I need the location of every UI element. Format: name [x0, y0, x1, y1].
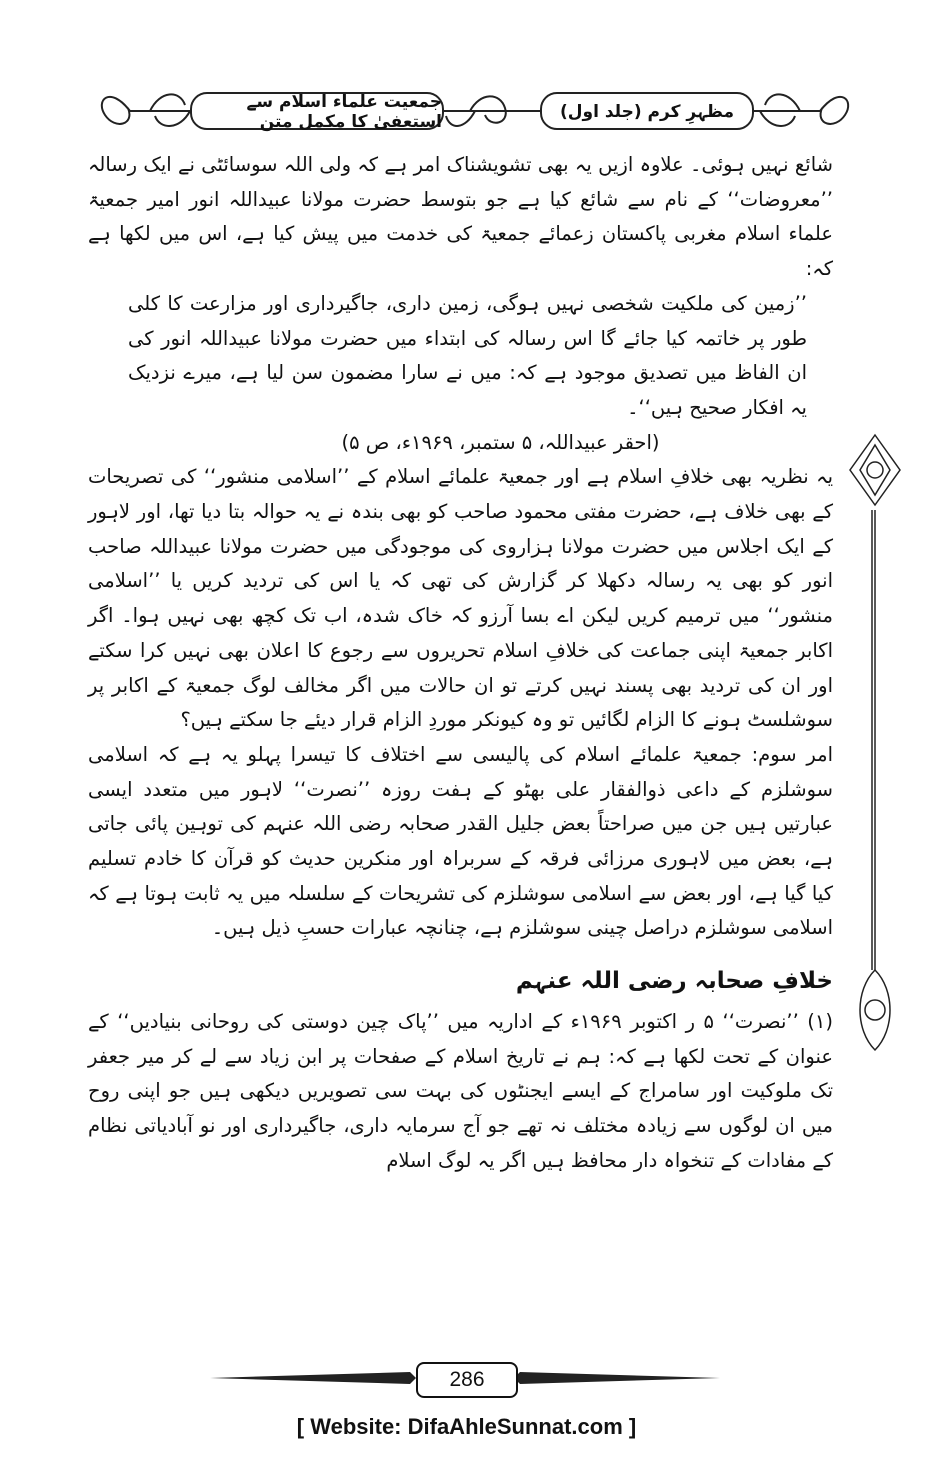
- running-header: [90, 80, 860, 142]
- block-quote: ’’زمین کی ملکیت شخصی نہیں ہوگی، زمین داری، جاگیرداری اور مزارعت کا کلی طور پر خاتمہ کیا جائے گا اس رسالہ کی ابتداء میں حضرت مولانا عبیداللہ انور کی ان الفاظ میں تصدیق موجود ہے کہ: میں نے سارا مضمون سن لیا ہے، میرے نزدیک یہ افکار صحیح ہیں‘‘۔: [128, 291, 807, 419]
- paragraph-4: (۱) ’’نصرت‘‘ ۵ ر اکتوبر ۱۹۶۹ء کے اداریہ میں ’’پاک چین دوستی کی روحانی بنیادیں‘‘ کے عنوان کے تحت لکھا ہے کہ: ہم نے تاریخ اسلام کے صفحات پر ابن زیاد سے لے کر میر جعفر تک ملوکیت اور سامراج کے ایسے ایجنٹوں کی بہت سی تصویریں دیکھی ہیں جو اپنی روح میں ان لوگوں سے زیادہ مختلف نہ تھے جو آج سرمایہ داری، جاگیرداری اور نو آبادیاتی نظام کے مفادات کے تنخواہ دار محافظ ہیں اگر یہ لوگ اسلام: [88, 1009, 833, 1172]
- page-body: [88, 148, 833, 1178]
- paragraph-1: شائع نہیں ہوئی۔ علاوہ ازیں یہ بھی تشویشناک امر ہے کہ ولی اللہ سوسائٹی نے ایک رسالہ ’’معروضات‘‘ کے نام سے شائع کیا ہے جو بتوسط حضرت مولانا عبیداللہ انور امیر جمعیۃ علماء اسلام مغربی پاکستان زعمائے جمعیۃ کی خدمت میں پیش کیا ہے، اس میں لکھا ہے کہ:: [88, 153, 833, 281]
- quote-reference: (احقر عبیداللہ، ۵ ستمبر، ۱۹۶۹ء، ص ۵): [341, 430, 660, 454]
- paragraph-2: یہ نظریہ بھی خلافِ اسلام ہے اور جمعیۃ علمائے اسلام کے ’’اسلامی منشور‘‘ کی تصریحات کے بھی خلاف ہے، حضرت مفتی محمود صاحب کو بھی بندہ نے یہ حوالہ بتا دیا تھا، اور لاہور کے ایک اجلاس میں حضرت مولانا ہزاروی کی موجودگی میں حضرت مولانا عبیداللہ صاحب انور کو بھی یہ رسالہ دکھلا کر گزارش کی تھی کہ یا اس کی تردید کریں یا ’’اسلامی منشور‘‘ میں ترمیم کریں لیکن اے بسا آرزو کہ خاک شدہ، اب تک کچھ بھی نہیں ہوا۔ اگر اکابر جمعیۃ اپنی جماعت کی خلافِ اسلام تحریروں سے رجوع کا اعلان بھی نہیں کرا سکتے اور ان کی تردید بھی پسند نہیں کرتے تو ان حالات میں اگر مخالف لوگ جمعیۃ کے اکابر پر سوشلسٹ ہونے کا الزام لگائیں تو وہ کیونکر موردِ الزام قرار دیئے جا سکتے ہیں؟: [88, 465, 833, 732]
- website-link[interactable]: [ Website: DifaAhleSunnat.com ]: [296, 1414, 637, 1439]
- side-ornament-icon: [845, 430, 905, 1070]
- running-title: جمعیت علماء اسلام سے استعفیٰ کا مکمل متن: [190, 92, 444, 130]
- paragraph-3: امر سوم: جمعیۃ علمائے اسلام کی پالیسی سے اختلاف کا تیسرا پہلو یہ ہے کہ اسلامی سوشلزم کے داعی ذوالفقار علی بھٹو کے ہفت روزہ ’’نصرت‘‘ لاہور میں متعدد ایسی عبارتیں ہیں جن میں صراحتاً بعض جلیل القدر صحابہ رضی اللہ عنہم کی توہین پائی جاتی ہے، بعض میں لاہوری مرزائی فرقہ کے سربراہ اور منکرین حدیث کو قرآن کا خادم تسلیم کیا گیا ہے، اور بعض سے اسلامی سوشلزم کی تشریحات کے سلسلہ میں یہ ثابت ہوتا ہے کہ اسلامی سوشلزم دراصل چینی سوشلزم ہے، چنانچہ عبارات حسبِ ذیل ہیں۔: [88, 742, 833, 940]
- page-number: 286: [416, 1362, 518, 1398]
- section-heading: خلافِ صحابہ رضی اللہ عنہم: [515, 968, 833, 995]
- book-title: مظہرِ کرم (جلد اول): [540, 92, 754, 130]
